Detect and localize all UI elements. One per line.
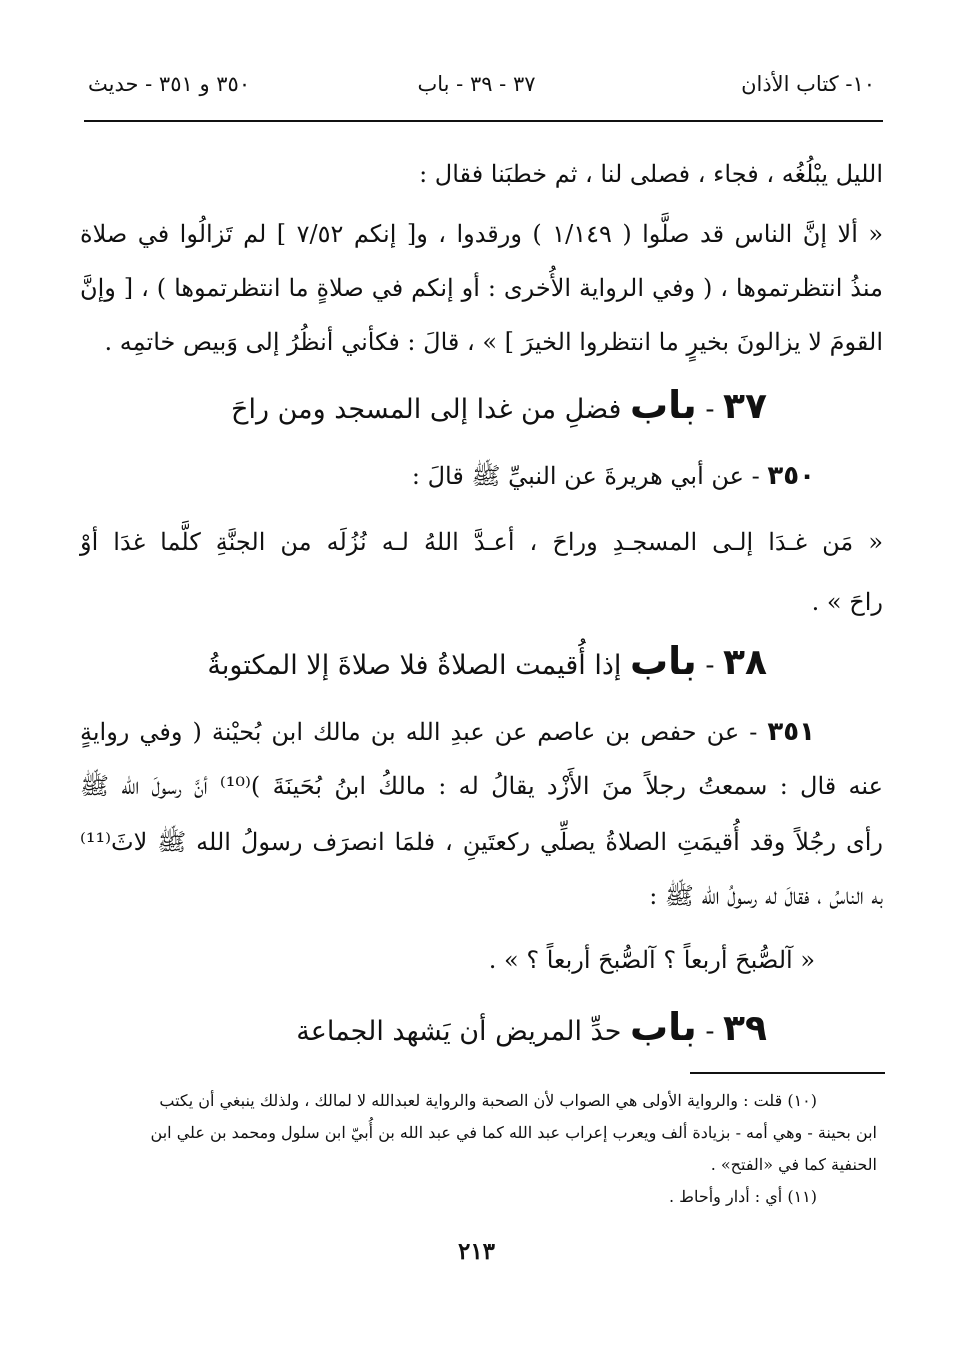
hadith-351-line-2: عنه قال : سمعتُ رجلاً منَ الأَزْد يقالُ له : مالكُ ابنُ بُحَينَةَ )⁽¹⁰⁾ أنَّ رسولَ الله ﷺ	[80, 772, 883, 800]
hadith-number: ٣٥٠	[767, 461, 815, 491]
running-header-hadith: ٣٥٠ و ٣٥١ - حديث	[88, 72, 251, 96]
chapter-38-heading: ٣٨ - باب إذا أُقيمت الصلاةُ فلا صلاةَ إلا المكتوبةُ	[207, 639, 767, 683]
chapter-bab: باب	[630, 1005, 697, 1049]
running-header-book: ١٠- كتاب الأذان	[741, 72, 875, 96]
footnote-rule	[690, 1072, 885, 1074]
hadith-350-text-2: راحَ » .	[811, 588, 883, 616]
body-line-3: منذُ انتظرتموها ، ( وفي الرواية الأُخرى : أو إنكم في صلاةٍ ما انتظرتموها ) ، [ وإنَّ	[80, 274, 883, 302]
hadith-351-line-5: « آلصُّبحَ أربعاً ؟ آلصُّبحَ أربعاً ؟ » .	[488, 946, 815, 974]
hadith-number: ٣٥١	[767, 717, 815, 747]
body-line-2: « ألا إنَّ الناس قد صلَّوا ( ١/١٤٩ ) ورقدوا ، و[ إنكم ٧/٥٢ ] لم تَزالُوا في صلاة	[80, 220, 884, 248]
footnote-10-line-2: ابن بحينة - وهي أمه - بزيادة ألف ويعرب إعراب عبد الله كما في عبد الله بن أُبيّ ابن سلول ومحمد بن علي ابن	[150, 1123, 877, 1142]
chapter-title: حدِّ المريض أن يَشهد الجماعة	[296, 1016, 622, 1047]
chapter-bab: باب	[630, 383, 697, 427]
chapter-title: إذا أُقيمت الصلاةُ فلا صلاةَ إلا المكتوبةُ	[207, 650, 622, 681]
running-header-chapters: ٣٧ - ٣٩ - باب	[417, 72, 536, 96]
hadith-351-line-4: به الناسُ ، فقالَ له رسولُ الله ﷺ :	[649, 882, 883, 910]
chapter-title: فضلِ من غدا إلى المسجد ومن راحَ	[231, 394, 622, 425]
hadith-351-line-3: رأى رجُلاً وقد أُقيمَتِ الصلاةُ يصلِّي ركعتَينِ ، فلمَا انصرَف رسولُ الله ﷺ لاثَ⁽¹¹⁾	[80, 828, 883, 856]
chapter-39-heading: ٣٩ - باب حدِّ المريض أن يَشهد الجماعة	[296, 1005, 767, 1049]
chapter-37-heading: ٣٧ - باب فضلِ من غدا إلى المسجد ومن راحَ	[231, 383, 767, 427]
footnote-10-line-3: الحنفية كما في «الفتح» .	[710, 1155, 877, 1174]
body-line-1: الليل يبْلُغُه ، فجاء ، فصلى لنا ، ثم خطبَنا فقال :	[419, 160, 883, 188]
chapter-number: ٣٩	[723, 1008, 767, 1049]
hadith-350-intro: ٣٥٠ - عن أبي هريرةَ عن النبيِّ ﷺ قالَ :	[411, 461, 815, 491]
footnote-10-line-1: (١٠) قلت : والرواية الأولى هي الصواب لأن الصحبة والرواية لعبدالله لا لمالك ، ولذلك ينبغي أن يكتب	[159, 1091, 817, 1110]
hadith-text: عن حفص بن عاصم عن عبدِ الله بن مالك ابن بُحيْنة ( وفي روايةٍ	[80, 718, 740, 746]
page-number: ٢١٣	[457, 1238, 496, 1265]
chapter-number: ٣٨	[723, 642, 767, 683]
body-line-4: القومَ لا يزالونَ بخيرٍ ما انتظروا الخيرَ ] » ، قالَ : فكأني أنظُرُ إلى وَبيص خاتمِه .	[104, 328, 883, 356]
chapter-bab: باب	[630, 639, 697, 683]
hadith-isnad: عن أبي هريرةَ عن النبيِّ ﷺ قالَ :	[411, 462, 744, 490]
hadith-351-line-1: ٣٥١ - عن حفص بن عاصم عن عبدِ الله بن مالك ابن بُحيْنة ( وفي روايةٍ	[80, 717, 815, 747]
hadith-350-text-1: « مَن غـدَا إلـى المسجـدِ وراحَ ، أعـدَّ اللهُ لـه نُزُلَه من الجنَّةِ كلَّما غدَا أوْ	[80, 528, 883, 556]
header-rule	[84, 120, 883, 122]
footnote-11: (١١) أي : أدار وأحاط .	[668, 1187, 817, 1206]
chapter-number: ٣٧	[723, 386, 767, 427]
